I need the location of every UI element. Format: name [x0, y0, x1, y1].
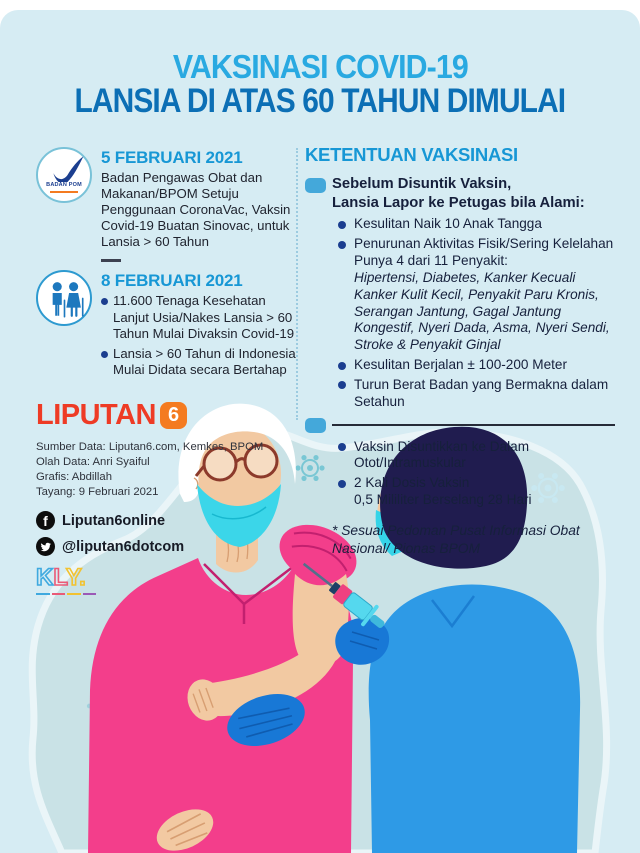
credit-line: Tayang: 9 Februari 2021 — [36, 486, 159, 499]
bullet-subtext: 0,5 Mililiter Berselang 28 Hari — [354, 492, 532, 508]
bpom-label: BADAN POM — [46, 182, 82, 188]
section-heading: KETENTUAN VAKSINASI — [305, 144, 518, 165]
badan-pom-logo — [36, 147, 92, 203]
kly-logo — [36, 564, 290, 595]
bullet-item — [332, 475, 615, 509]
disease-list: Hipertensi, Diabetes, Kanker Kecuali Kanker Kulit Kecil, Penyakit Paru Kronis, Serangan Jantung, Gagal Jantung Kongestif, Nyeri Dada, Asma, Nyeri Sendi, Stroke & Penyakit Ginjal — [354, 269, 610, 353]
kly-tagline — [36, 593, 96, 595]
condition-list — [332, 216, 615, 410]
twitter-icon — [36, 537, 55, 556]
bullet-item — [332, 236, 615, 354]
pre-injection-group — [305, 175, 615, 411]
event-bullet-list — [101, 293, 301, 377]
liputan6-wordmark: LIPUTAN — [36, 398, 157, 431]
title-line-2: LANSIA DI ATAS 60 TAHUN DIMULAI — [74, 81, 566, 120]
social-block — [36, 511, 290, 556]
rounded-bullet — [305, 418, 326, 433]
bpom-underline — [50, 191, 78, 193]
bullet-item: 11.600 Tenaga Kesehatan Lanjut Usia/Nakes Lansia > 60 Tahun Mulai Divaksin Covid-19 — [101, 293, 301, 341]
dose-divider — [305, 418, 615, 433]
facebook-icon: f — [36, 511, 55, 530]
facebook-row — [36, 511, 290, 530]
credit-line: Olah Data: Anri Syaiful — [36, 456, 150, 469]
dose-group — [305, 439, 615, 558]
elderly-couple-icon — [36, 270, 92, 326]
event-8-februari — [36, 270, 296, 381]
twitter-row — [36, 537, 290, 556]
event-date: 8 FEBRUARI 2021 — [101, 271, 243, 291]
bullet-text: Penurunan Aktivitas Fisik/Sering Kelelahan — [354, 236, 614, 252]
bullet-subtext: Punya 4 dari 11 Penyakit: — [354, 252, 508, 268]
event-body: Badan Pengawas Obat dan Makanan/BPOM Setuju Penggunaan CoronaVac, Vaksin Covid-19 Buatan Sinovac, untuk Lansia > 60 Tahun — [101, 170, 291, 250]
timeline-column — [36, 147, 296, 595]
page-title — [0, 50, 640, 118]
bullet-item: Turun Berat Badan yang Bermakna dalam Setahun — [332, 377, 615, 411]
liputan6-logo — [36, 399, 290, 432]
bullet-text: 2 Kali Dosis Vaksin — [354, 475, 470, 491]
liputan6-digit: 6 — [160, 402, 187, 429]
bullet-item: Lansia > 60 Tahun di Indonesia Mulai Didata secara Bertahap — [101, 346, 301, 378]
kly-letter-y: Y. — [65, 564, 86, 592]
credits-block — [36, 440, 290, 501]
group-title-line-2: Lansia Lapor ke Petugas bila Alami: — [332, 194, 585, 211]
dose-list — [332, 439, 615, 509]
twitter-handle: @liputan6dotcom — [62, 538, 185, 555]
bullet-item: Vaksin Disuntikkan ke Dalam Otot/Intramuskular — [332, 439, 615, 473]
event-5-februari — [36, 147, 290, 250]
facebook-handle: Liputan6online — [62, 512, 166, 529]
bullet-item: Kesulitan Berjalan ± 100-200 Meter — [332, 357, 615, 374]
footnote: * Sesuai Pedoman Pusat Informasi Obat Nasional/ Pionas BPOM — [332, 522, 580, 556]
event-date: 5 FEBRUARI 2021 — [101, 148, 243, 167]
ketentuan-column — [305, 144, 615, 557]
section-dash — [101, 259, 121, 262]
title-line-1: VAKSINASI COVID-19 — [172, 48, 468, 85]
group-title-line-1: Sebelum Disuntik Vaksin, — [332, 176, 512, 192]
kly-letter-l: L — [53, 564, 66, 592]
credit-line: Grafis: Abdillah — [36, 471, 112, 484]
divider-line — [332, 424, 615, 426]
rounded-bullet — [305, 178, 326, 193]
kly-letter-k: K — [36, 564, 54, 592]
bullet-item: Kesulitan Naik 10 Anak Tangga — [332, 216, 615, 233]
credit-line: Sumber Data: Liputan6.com, Kemkes, BPOM — [36, 440, 264, 453]
